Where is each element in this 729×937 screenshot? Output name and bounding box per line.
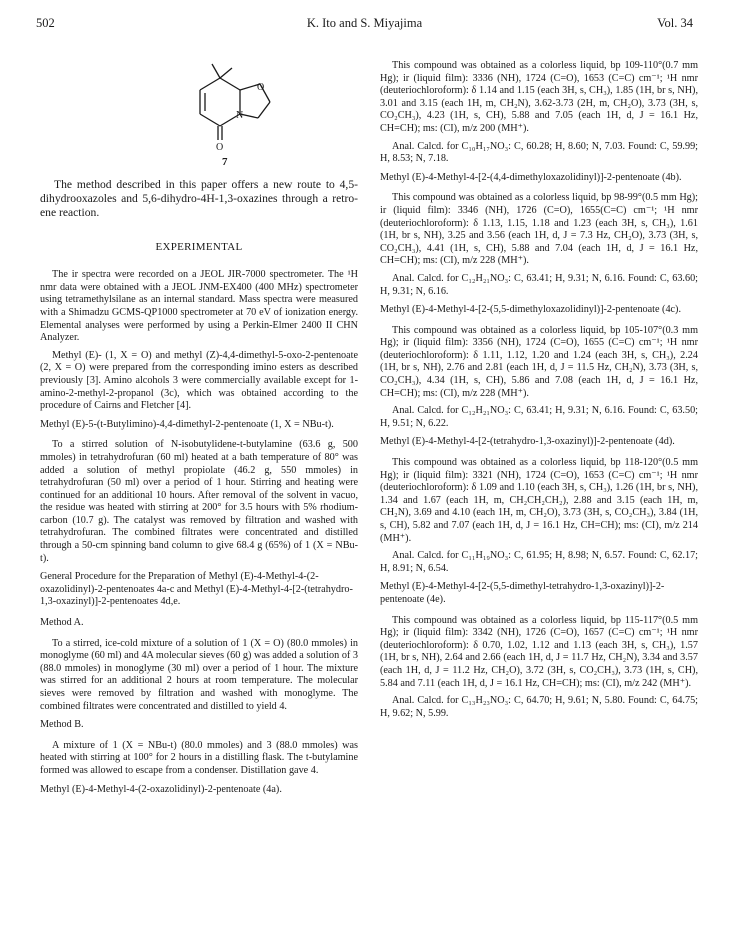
right-column bbox=[380, 60, 698, 725]
closing-paragraph: The method described in this paper offers a new route to 4,5-dihydrooxazoles and 5,6-dihydro-4H-1,3-oxazines through a retro-ene reaction. bbox=[40, 178, 358, 220]
analysis-4b: Anal. Calcd. for C₁₂H₂₁NO₃: C, 63.41; H, 9.31; N, 6.16. Found: C, 63.60; H, 9.31; N, 6.16. bbox=[380, 272, 698, 297]
materials-paragraph: Methyl (E)- (1, X = O) and methyl (Z)-4,4-dimethyl-5-oxo-2-pentenoate (2, X = O) were prepared from the corresponding imino esters as described previously [3]. Amino alcohols 3 were commercially available except for 1-amino-2-methyl-2-propanol (3c), which was obtained according to the procedure of Cairns and Fletcher [4]. bbox=[40, 349, 358, 412]
data-paragraph-4e: This compound was obtained as a colorless liquid, bp 115-117°(0.5 mm Hg); ir (liquid film): 3342 (NH), 1726 (C=O), 1657 (C=C) cm⁻¹; ¹H nmr (deuteriochloroform): δ 0.70, 1.02, 1.12 and 1.13 (each 3H, s, CH₃), 1.57 (1H, br s, NH), 2.64 and 2.66 (each 1H, d, J = 11.7 Hz, CH₂N), 3.34 and 3.57 (each 1H, d, J = 11.2 Hz, CH₂O), 3.72 (3H, s, CO₂CH₃), 3.73 (1H, s, CH), 5.84 and 7.11 (each 1H, d, J = 16.1 Hz, CH=CH); ms: (CI), m/z 242 (MH⁺). bbox=[380, 614, 698, 689]
data-paragraph-4b: This compound was obtained as a colorless liquid, bp 98-99°(0.5 mm Hg); ir (liquid film): 3346 (NH), 1726 (C=O), 1655(C=C) cm⁻¹; ¹H nmr (deuteriochloroform): δ 1.13, 1.15, 1.18 and 1.23 (each 3H, s, CH₃), 1.61 (1H, br s, NH), 3.25 and 3.56 (each 1H, d, J = 7.3 Hz, CH₂O), 3.73 (3H, s, CO₂CH₃), 4.41 (1H, s, CH), 5.88 and 7.04 (each 1H, d, J = 16.1 Hz, CH=CH); ms: (CI), m/z 228 (MH⁺). bbox=[380, 192, 698, 267]
journal-volume: Vol. 34 bbox=[657, 16, 693, 30]
analysis-4e: Anal. Calcd. for C₁₃H₂₃NO₃: C, 64.70; H, 9.61; N, 5.80. Found: C, 64.75; H, 9.62; N, 5.99. bbox=[380, 695, 698, 719]
ring-nitrogen-label: N bbox=[236, 110, 244, 121]
compound-heading-4e: Methyl (E)-4-Methyl-4-[2-(5,5-dimethyl-tetrahydro-1,3-oxazinyl)]-2-pentenoate (4e). bbox=[380, 581, 665, 605]
method-b-paragraph: A mixture of 1 (X = NBu-t) (80.0 mmoles) and 3 (88.0 mmoles) was heated with stirring at 100° for 2 hours in a distilling flask. The t-butylamine formed was allowed to escape from a condenser. Distillation gave 4. bbox=[40, 739, 358, 776]
instrumentation-paragraph: The ir spectra were recorded on a JEOL JIR-7000 spectrometer. The ¹H nmr data were obtained with a JEOL JNM-EX400 (400 MHz) spectrometer using tetramethylsilane as an internal standard. Mass spectra were measured with a Shimadzu GCMS-QP1000 spectrometer at 70 eV of ionization energy. Elemental analyses were performed by using a Perkin-Elmer 2400 II CHN Analyzer. bbox=[40, 269, 358, 344]
analysis-4d: Anal. Calcd. for C₁₁H₁₉NO₃: C, 61.95; H, 8.98; N, 6.57. Found: C, 62.17; H, 8.91; N, 6.54. bbox=[380, 550, 698, 574]
analysis-4a: Anal. Calcd. for C₁₀H₁₇NO₃: C, 60.28; H, 8.60; N, 7.03. Found: C, 59.99; H, 8.53; N, 7.18. bbox=[380, 140, 698, 165]
page-number: 502 bbox=[36, 16, 55, 30]
ring-oxygen-label: O bbox=[257, 82, 265, 93]
compound-heading-1: Methyl (E)-5-(t-Butylimino)-4,4-dimethyl-2-pentenoate (1, X = NBu-t). bbox=[40, 418, 334, 430]
compound-heading-4c: Methyl (E)-4-Methyl-4-[2-(5,5-dimethyloxazolidinyl)]-2-pentenoate (4c). bbox=[380, 304, 681, 316]
method-a-heading: Method A. bbox=[40, 617, 84, 629]
running-head-authors: K. Ito and S. Miyajima bbox=[306, 16, 423, 30]
bicyclic-structure-drawing bbox=[40, 60, 358, 170]
structure-figure bbox=[40, 60, 358, 170]
analysis-4c: Anal. Calcd. for C₁₂H₂₁NO₃: C, 63.41; H, 9.31; N, 6.16. Found: C, 63.50; H, 9.51; N, 6.22. bbox=[380, 405, 698, 429]
general-procedure-heading: General Procedure for the Preparation of Methyl (E)-4-Methyl-4-(2-oxazolidinyl)-2-pentenoates 4a-c and Methyl (E)-4-Methyl-4-[2-(tetrahydro-1,3-oxazinyl)]-2-pentenoates 4d,e. bbox=[40, 571, 353, 608]
compound-heading-4b: Methyl (E)-4-Methyl-4-[2-(4,4-dimethyloxazolidinyl)]-2-pentenoate (4b). bbox=[380, 171, 682, 183]
method-b-heading: Method B. bbox=[40, 719, 84, 731]
compound-heading-4a: Methyl (E)-4-Methyl-4-(2-oxazolidinyl)-2-pentenoate (4a). bbox=[40, 783, 282, 795]
compound-number: 7 bbox=[222, 156, 228, 168]
page-header bbox=[0, 16, 729, 34]
procedure-paragraph-1: To a stirred solution of N-isobutylidene-t-butylamine (63.6 g, 500 mmoles) in tetrahydrofuran (60 ml) heated at a bath temperature of 80° was added a solution of methyl propiolate (46.2 g, 550 mmoles) in tetrahydrofuran (50 ml) over a period of 1 hour. Stirring and heating were continued for an additional 10 hours. After removal of the solvent in vacuo, the residue was heated with stirring at 200° for 3.5 hours with 5% rhodium-carbon (10.7 g). The catalyst was removed by filtration and washed with tetrahydrofuran. The combined filtrates were concentrated and distilled through a 50-cm spinning band column to give 68.4 g (65%) of 1 (X = NBu-t). bbox=[40, 439, 358, 564]
method-a-paragraph: To a stirred, ice-cold mixture of a solution of 1 (X = O) (80.0 mmoles) in monoglyme (60 ml) and 4A molecular sieves (60 g) was added a solution of 3 (88.0 mmoles) in monoglyme (30 ml) over a period of 1 hour. The mixture was stirred for an additional 2 hours at room temperature. The molecular sieves were removed by filtration and washed with monoglyme. The combined filtrates were concentrated and distilled to yield 4. bbox=[40, 637, 358, 712]
left-column bbox=[40, 60, 358, 804]
data-paragraph-4d: This compound was obtained as a colorless liquid, bp 118-120°(0.5 mm Hg); ir (liquid film): 3321 (NH), 1724 (C=O), 1653 (C=C) cm⁻¹; ¹H nmr (deuteriochloroform): δ 1.09 and 1.10 (each 3H, s, CH₃), 1.26 (1H, br s, NH), 1.34 and 1.67 (each 1H, m, CH₂CH₂CH₂), 2.88 and 3.15 (each 1H, m, CH₂N), 3.69 and 4.10 (each 1H, m, CH₂O), 3.73 (3H, s, CO₂CH₃), 3.84 (1H, s, CH), 5.82 and 7.07 (each 1H, d, J = 16.1 Hz, CH=CH); ms: (CI), m/z 214 (MH⁺). bbox=[380, 457, 698, 544]
carbonyl-oxygen-label: O bbox=[216, 142, 224, 153]
data-paragraph-4c: This compound was obtained as a colorless liquid, bp 105-107°(0.3 mm Hg); ir (liquid film): 3356 (NH), 1724 (C=O), 1655 (C=C) cm⁻¹; ¹H nmr (deuteriochloroform): δ 1.11, 1.12, 1.20 and 1.24 (each 3H, s, CH₃), 2.24 (1H, br s, NH), 2.76 and 2.81 (each 1H, d, J = 11.5 Hz, CH₂N), 3.73 (3H, s, CO₂CH₃), 4.34 (1H, s, CH), 5.86 and 7.08 (each 1H, d, J = 16.1 Hz, CH=CH); ms: (CI), m/z 228 (MH⁺). bbox=[380, 324, 698, 399]
section-heading-experimental: EXPERIMENTAL bbox=[155, 240, 243, 253]
data-paragraph-4a: This compound was obtained as a colorless liquid, bp 109-110°(0.7 mm Hg); ir (liquid film): 3336 (NH), 1724 (C=O), 1653 (C=C) cm⁻¹; ¹H nmr (deuteriochloroform): δ 1.14 and 1.15 (each 3H, s, CH₃), 1.85 (1H, br s, NH), 3.01 and 3.15 (each 1H, m, CH₂N), 3.62-3.73 (2H, m, CH₂O), 3.73 (3H, s, CO₂CH₃), 4.23 (1H, s, CH), 5.88 and 7.05 (each 1H, d, J = 16.1 Hz, CH=CH); ms: (CI), m/z 200 (MH⁺). bbox=[380, 60, 698, 134]
compound-heading-4d: Methyl (E)-4-Methyl-4-[2-(tetrahydro-1,3-oxazinyl)]-2-pentenoate (4d). bbox=[380, 436, 675, 448]
